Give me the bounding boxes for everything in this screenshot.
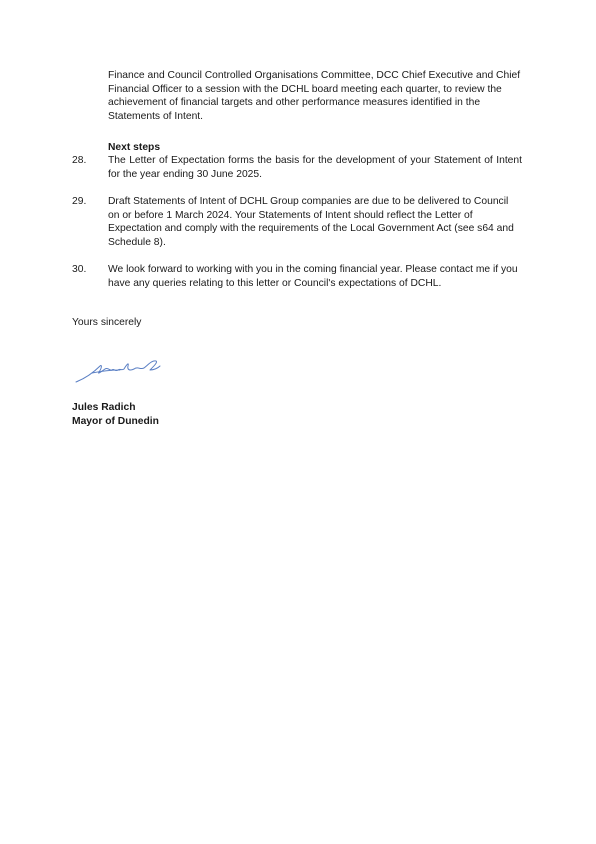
- item-text: Draft Statements of Intent of DCHL Group companies are due to be delivered to Council on or before 1 March 2024. Your Statements of Intent should reflect the Letter of Expectation and comply with the requirements of the Local Government Act (see s64 and Schedule 8).: [108, 196, 514, 248]
- handwritten-signature: [72, 356, 164, 386]
- signer-block: [72, 401, 159, 429]
- next-steps-heading: Next steps: [108, 142, 161, 153]
- signer-name: Jules Radich: [72, 402, 136, 413]
- item-text: We look forward to working with you in the coming financial year. Please contact me if you have any queries relating to this letter or Council's expectations of DCHL.: [108, 264, 518, 289]
- continuation-paragraph: Finance and Council Controlled Organisations Committee, DCC Chief Executive and Chief Financial Officer to a session with the DCHL board meeting each quarter, to review the achievement of financial targets and other performance measures identified in the Statements of Intent.: [108, 70, 521, 122]
- closing-salutation: Yours sincerely: [72, 317, 142, 328]
- item-text: The Letter of Expectation forms the basis for the development of your Statement of Intent for the year ending 30 June 2025.: [108, 155, 522, 180]
- item-number: 28.: [72, 155, 87, 166]
- item-number: 30.: [72, 264, 87, 275]
- item-number: 29.: [72, 196, 87, 207]
- signer-title: Mayor of Dunedin: [72, 416, 159, 427]
